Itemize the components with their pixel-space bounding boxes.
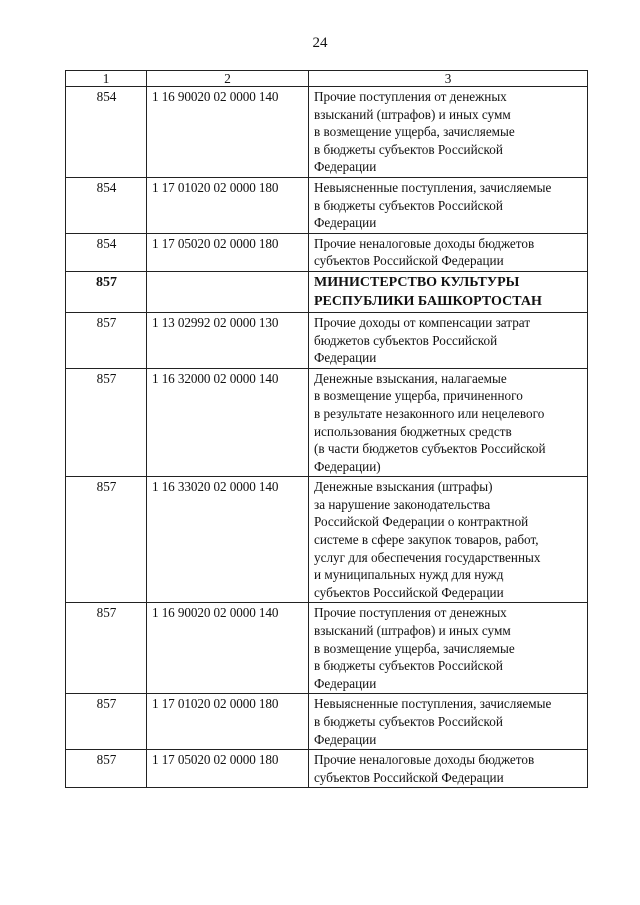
admin-code-cell: 857 (66, 477, 147, 603)
budget-classification-code-cell (147, 271, 309, 312)
admin-code-cell: 854 (66, 87, 147, 178)
budget-classification-code-cell: 1 16 33020 02 0000 140 (147, 477, 309, 603)
income-description-cell: Денежные взыскания (штрафы) за нарушение законодательства Российской Федерации о контрактной системе в сфере закупок товаров, работ, услуг для обеспечения государственных и муниципальных нужд для нужд субъектов Российской Федерации (309, 477, 588, 603)
admin-code-cell: 854 (66, 233, 147, 271)
budget-classification-code-cell: 1 17 05020 02 0000 180 (147, 233, 309, 271)
admin-code-cell: 854 (66, 177, 147, 233)
table-row (66, 477, 588, 603)
income-description-cell: Прочие поступления от денежных взысканий (штрафов) и иных сумм в возмещение ущерба, зачисляемые в бюджеты субъектов Российской Федерации (309, 87, 588, 178)
admin-code-cell: 857 (66, 271, 147, 312)
income-description-cell: Прочие неналоговые доходы бюджетов субъектов Российской Федерации (309, 750, 588, 788)
header-cell-3: 3 (309, 71, 588, 87)
header-cell-1: 1 (66, 71, 147, 87)
income-description-cell: Невыясненные поступления, зачисляемые в бюджеты субъектов Российской Федерации (309, 177, 588, 233)
table-row (66, 368, 588, 477)
income-description-cell: Прочие доходы от компенсации затрат бюджетов субъектов Российской Федерации (309, 312, 588, 368)
header-cell-2: 2 (147, 71, 309, 87)
budget-classification-code-cell: 1 16 90020 02 0000 140 (147, 87, 309, 178)
table-row (66, 603, 588, 694)
admin-code-cell: 857 (66, 694, 147, 750)
table-row (66, 87, 588, 178)
table-row (66, 312, 588, 368)
table-row (66, 233, 588, 271)
budget-classification-code-cell: 1 17 01020 02 0000 180 (147, 694, 309, 750)
budget-classification-code-cell: 1 16 90020 02 0000 140 (147, 603, 309, 694)
income-description-cell: Денежные взыскания, налагаемые в возмещение ущерба, причиненного в результате незаконного или нецелевого использования бюджетных средств (в части бюджетов субъектов Российской Федерации) (309, 368, 588, 477)
admin-code-cell: 857 (66, 750, 147, 788)
table-row (66, 694, 588, 750)
income-description-cell: Прочие поступления от денежных взысканий (штрафов) и иных сумм в возмещение ущерба, зачисляемые в бюджеты субъектов Российской Федерации (309, 603, 588, 694)
admin-code-cell: 857 (66, 312, 147, 368)
table-row (66, 271, 588, 312)
budget-classification-code-cell: 1 13 02992 02 0000 130 (147, 312, 309, 368)
budget-classification-code-cell: 1 17 05020 02 0000 180 (147, 750, 309, 788)
table-row (66, 177, 588, 233)
budget-codes-table (65, 70, 588, 788)
admin-code-cell: 857 (66, 368, 147, 477)
income-description-cell: Невыясненные поступления, зачисляемые в бюджеты субъектов Российской Федерации (309, 694, 588, 750)
page-number: 24 (312, 35, 328, 51)
table-header-row (66, 71, 588, 87)
income-description-cell: Прочие неналоговые доходы бюджетов субъектов Российской Федерации (309, 233, 588, 271)
admin-code-cell: 857 (66, 603, 147, 694)
budget-classification-code-cell: 1 16 32000 02 0000 140 (147, 368, 309, 477)
table-row (66, 750, 588, 788)
income-description-cell: МИНИСТЕРСТВО КУЛЬТУРЫ РЕСПУБЛИКИ БАШКОРТОСТАН (309, 271, 588, 312)
table-body (66, 71, 588, 788)
budget-classification-code-cell: 1 17 01020 02 0000 180 (147, 177, 309, 233)
